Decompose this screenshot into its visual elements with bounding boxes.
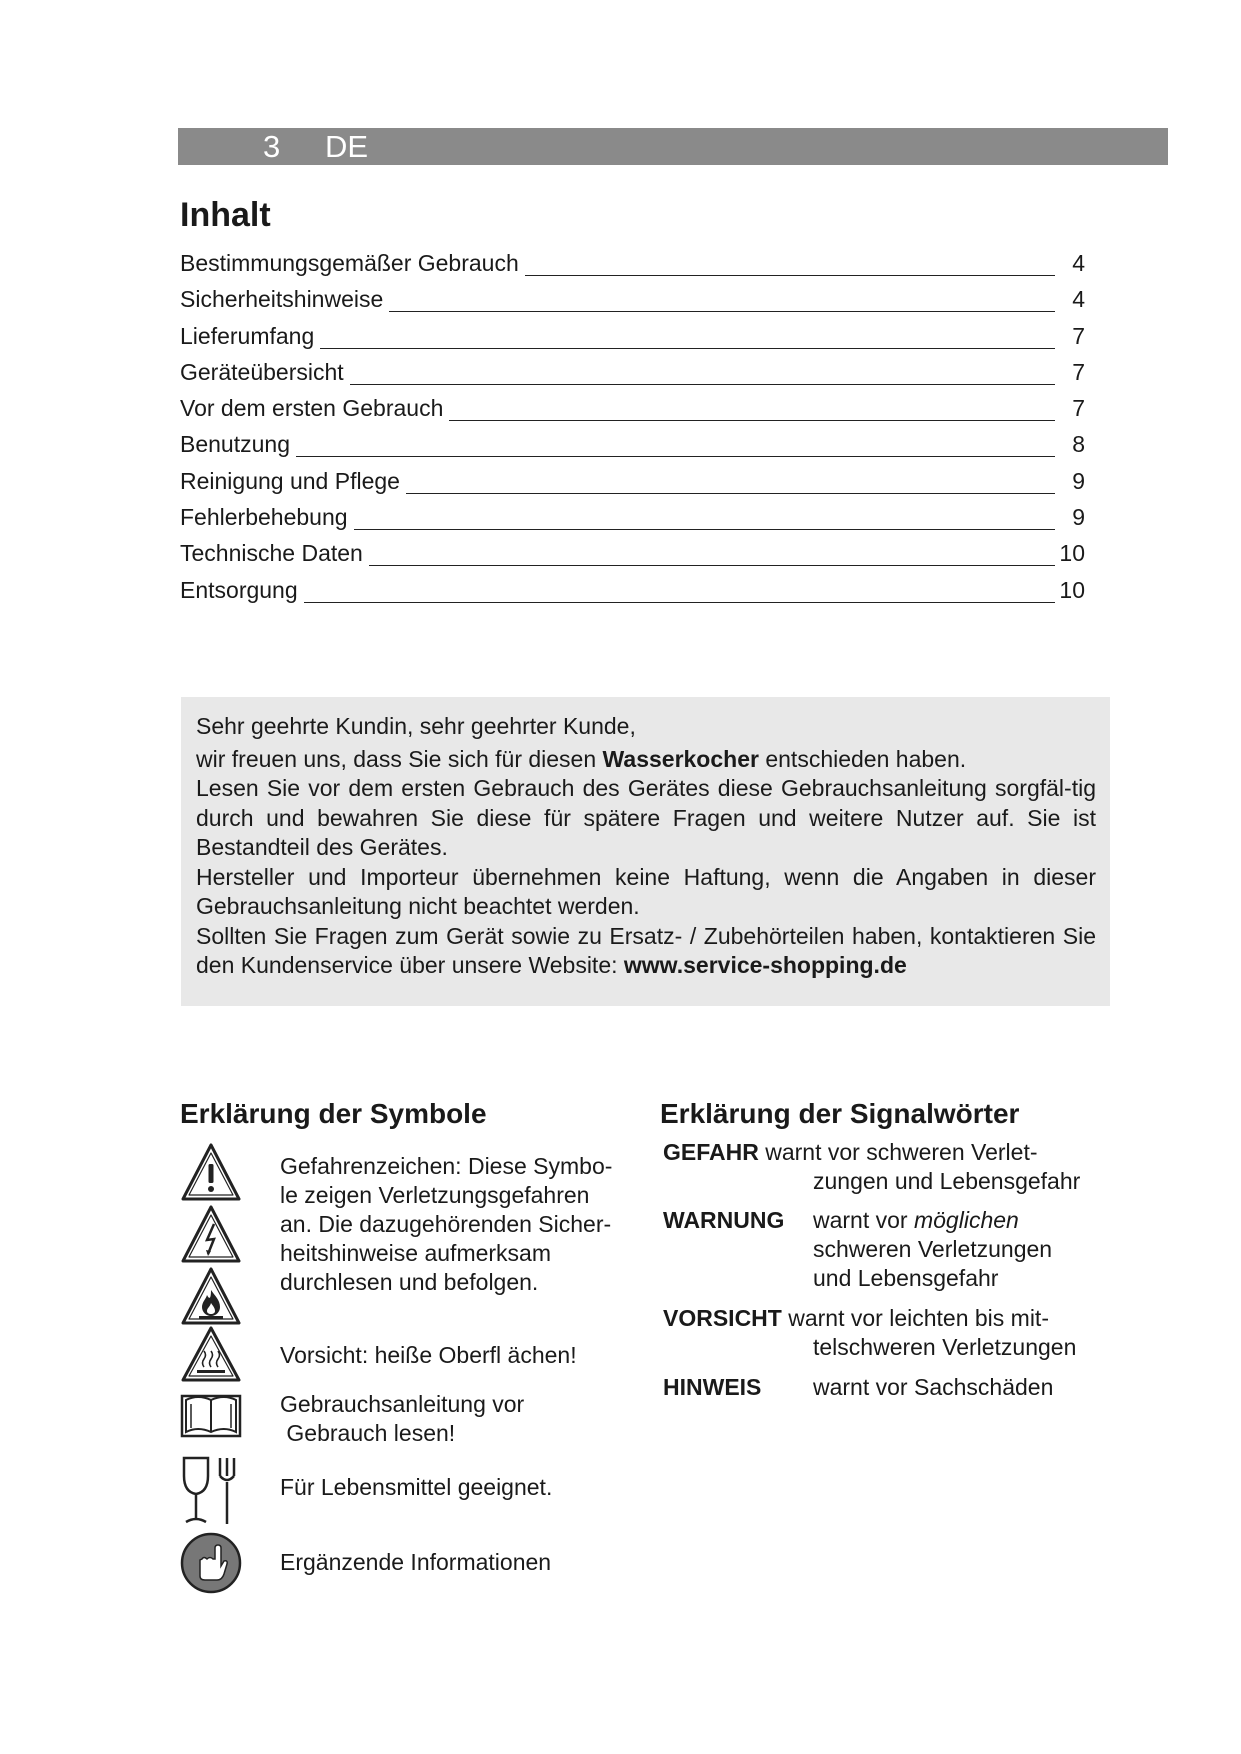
toc-entry	[180, 246, 1085, 282]
intro-para4: Sollten Sie Fragen zum Gerät sowie zu Ersatz- / Zubehörteilen haben, kontaktieren Sie den Kundenservice über unsere Website: www.service-shopping.de	[196, 922, 1096, 978]
toc-entry-label: Benutzung	[180, 431, 296, 458]
toc-entry-page: 9	[1072, 504, 1085, 531]
toc-entry	[180, 573, 1085, 609]
toc-title: Inhalt	[180, 196, 271, 234]
toc-entry-label: Bestimmungsgemäßer Gebrauch	[180, 250, 525, 277]
page-number: 3	[263, 129, 281, 164]
page-header-bar	[178, 128, 1168, 165]
manual-text: Gebrauchsanleitung vor Gebrauch lesen!	[280, 1391, 525, 1446]
toc-entry	[180, 536, 1085, 572]
toc-entry-page: 4	[1072, 250, 1085, 276]
toc-entry-label: Geräteübersicht	[180, 359, 350, 386]
toc-entry-label: Lieferumfang	[180, 323, 320, 350]
product-name: Wasserkocher	[602, 745, 759, 772]
toc-entry-page: 9	[1072, 467, 1085, 494]
hot-surface-icon	[180, 1325, 242, 1383]
toc-entry	[180, 319, 1085, 355]
warning-triangle-icon	[180, 1142, 242, 1204]
intro-greeting: Sehr geehrte Kundin, sehr geehrter Kunde,	[196, 713, 636, 739]
toc-entry-page: 8	[1072, 431, 1085, 458]
danger-symbol-text: Gefahrenzeichen: Diese Symbo- le zeigen Verletzungsgefahren an. Die dazugehörenden Sicher- heitshinweise aufmerksam durchlesen und befolgen.	[280, 1153, 613, 1295]
electric-shock-icon	[180, 1204, 242, 1266]
signal-vorsicht: VORSICHT warnt vor leichten bis mit- telschweren Verletzungen	[663, 1305, 1077, 1360]
info-hand-icon	[180, 1532, 242, 1594]
toc-entry-page: 10	[1059, 576, 1085, 603]
toc-entry-label: Sicherheitshinweise	[180, 286, 389, 313]
website-link[interactable]: www.service-shopping.de	[623, 952, 907, 978]
toc-entry-label: Vor dem ersten Gebrauch	[180, 395, 449, 422]
intro-text	[196, 712, 1096, 981]
toc-leader-line	[180, 602, 1055, 603]
signal-gefahr: GEFAHR warnt vor schweren Verlet- zungen und Lebensgefahr	[663, 1139, 1081, 1194]
food-safe-icon	[180, 1454, 242, 1526]
intro-para2: Lesen Sie vor dem ersten Gebrauch des Gerätes diese Gebrauchsanleitung sorgfäl-tig durch und bewahren Sie diese für spätere Fragen und weitere Nutzer auf. Sie ist Bestandteil des Gerätes.	[196, 775, 1096, 860]
toc-entry-label: Entsorgung	[180, 577, 304, 604]
food-safe-text: Für Lebensmittel geeignet.	[280, 1474, 553, 1500]
signal-word-gefahr: GEFAHR	[663, 1139, 759, 1165]
toc-entry-page: 4	[1072, 286, 1085, 313]
toc-entry	[180, 464, 1085, 500]
toc-entry	[180, 391, 1085, 427]
toc-entry-label: Reinigung und Pflege	[180, 468, 406, 495]
toc-entry-label: Fehlerbehebung	[180, 504, 354, 531]
signal-warnung: WARNUNG warnt vor möglichen schweren Verletzungen und Lebensgefahr	[663, 1207, 1053, 1291]
symbols-title: Erklärung der Symbole	[180, 1098, 487, 1129]
signal-hinweis: HINWEIS warnt vor Sachschäden	[663, 1374, 1054, 1400]
toc-entry-page: 7	[1072, 395, 1085, 422]
toc-entry-page: 10	[1059, 540, 1085, 567]
info-text: Ergänzende Informationen	[280, 1549, 552, 1575]
signal-word-hinweis: HINWEIS	[663, 1374, 762, 1400]
signal-word-warnung: WARNUNG	[663, 1207, 785, 1233]
toc-entry-page: 7	[1072, 358, 1085, 385]
language-code: DE	[325, 129, 369, 164]
book-manual-icon	[180, 1390, 242, 1440]
toc-entry	[180, 500, 1085, 536]
toc-entry	[180, 355, 1085, 391]
signals-title: Erklärung der Signalwörter	[660, 1098, 1020, 1129]
hot-surface-text: Vorsicht: heiße Oberfl ächen!	[280, 1342, 577, 1368]
signal-word-vorsicht: VORSICHT	[663, 1305, 782, 1331]
intro-line1: wir freuen uns, dass Sie sich für diesen Wasserkocher entschieden haben.	[196, 745, 967, 772]
toc-entry	[180, 427, 1085, 463]
toc-entry-page: 7	[1072, 322, 1085, 349]
toc-entry-label: Technische Daten	[180, 540, 369, 567]
toc-entry	[180, 282, 1085, 318]
table-of-contents	[180, 246, 1085, 609]
toc-leader-line	[180, 456, 1055, 457]
intro-para3: Hersteller und Importeur übernehmen keine Haftung, wenn die Angaben in dieser Gebrauchsanleitung nicht beachtet werden.	[196, 863, 1096, 919]
fire-hazard-icon	[180, 1266, 242, 1328]
